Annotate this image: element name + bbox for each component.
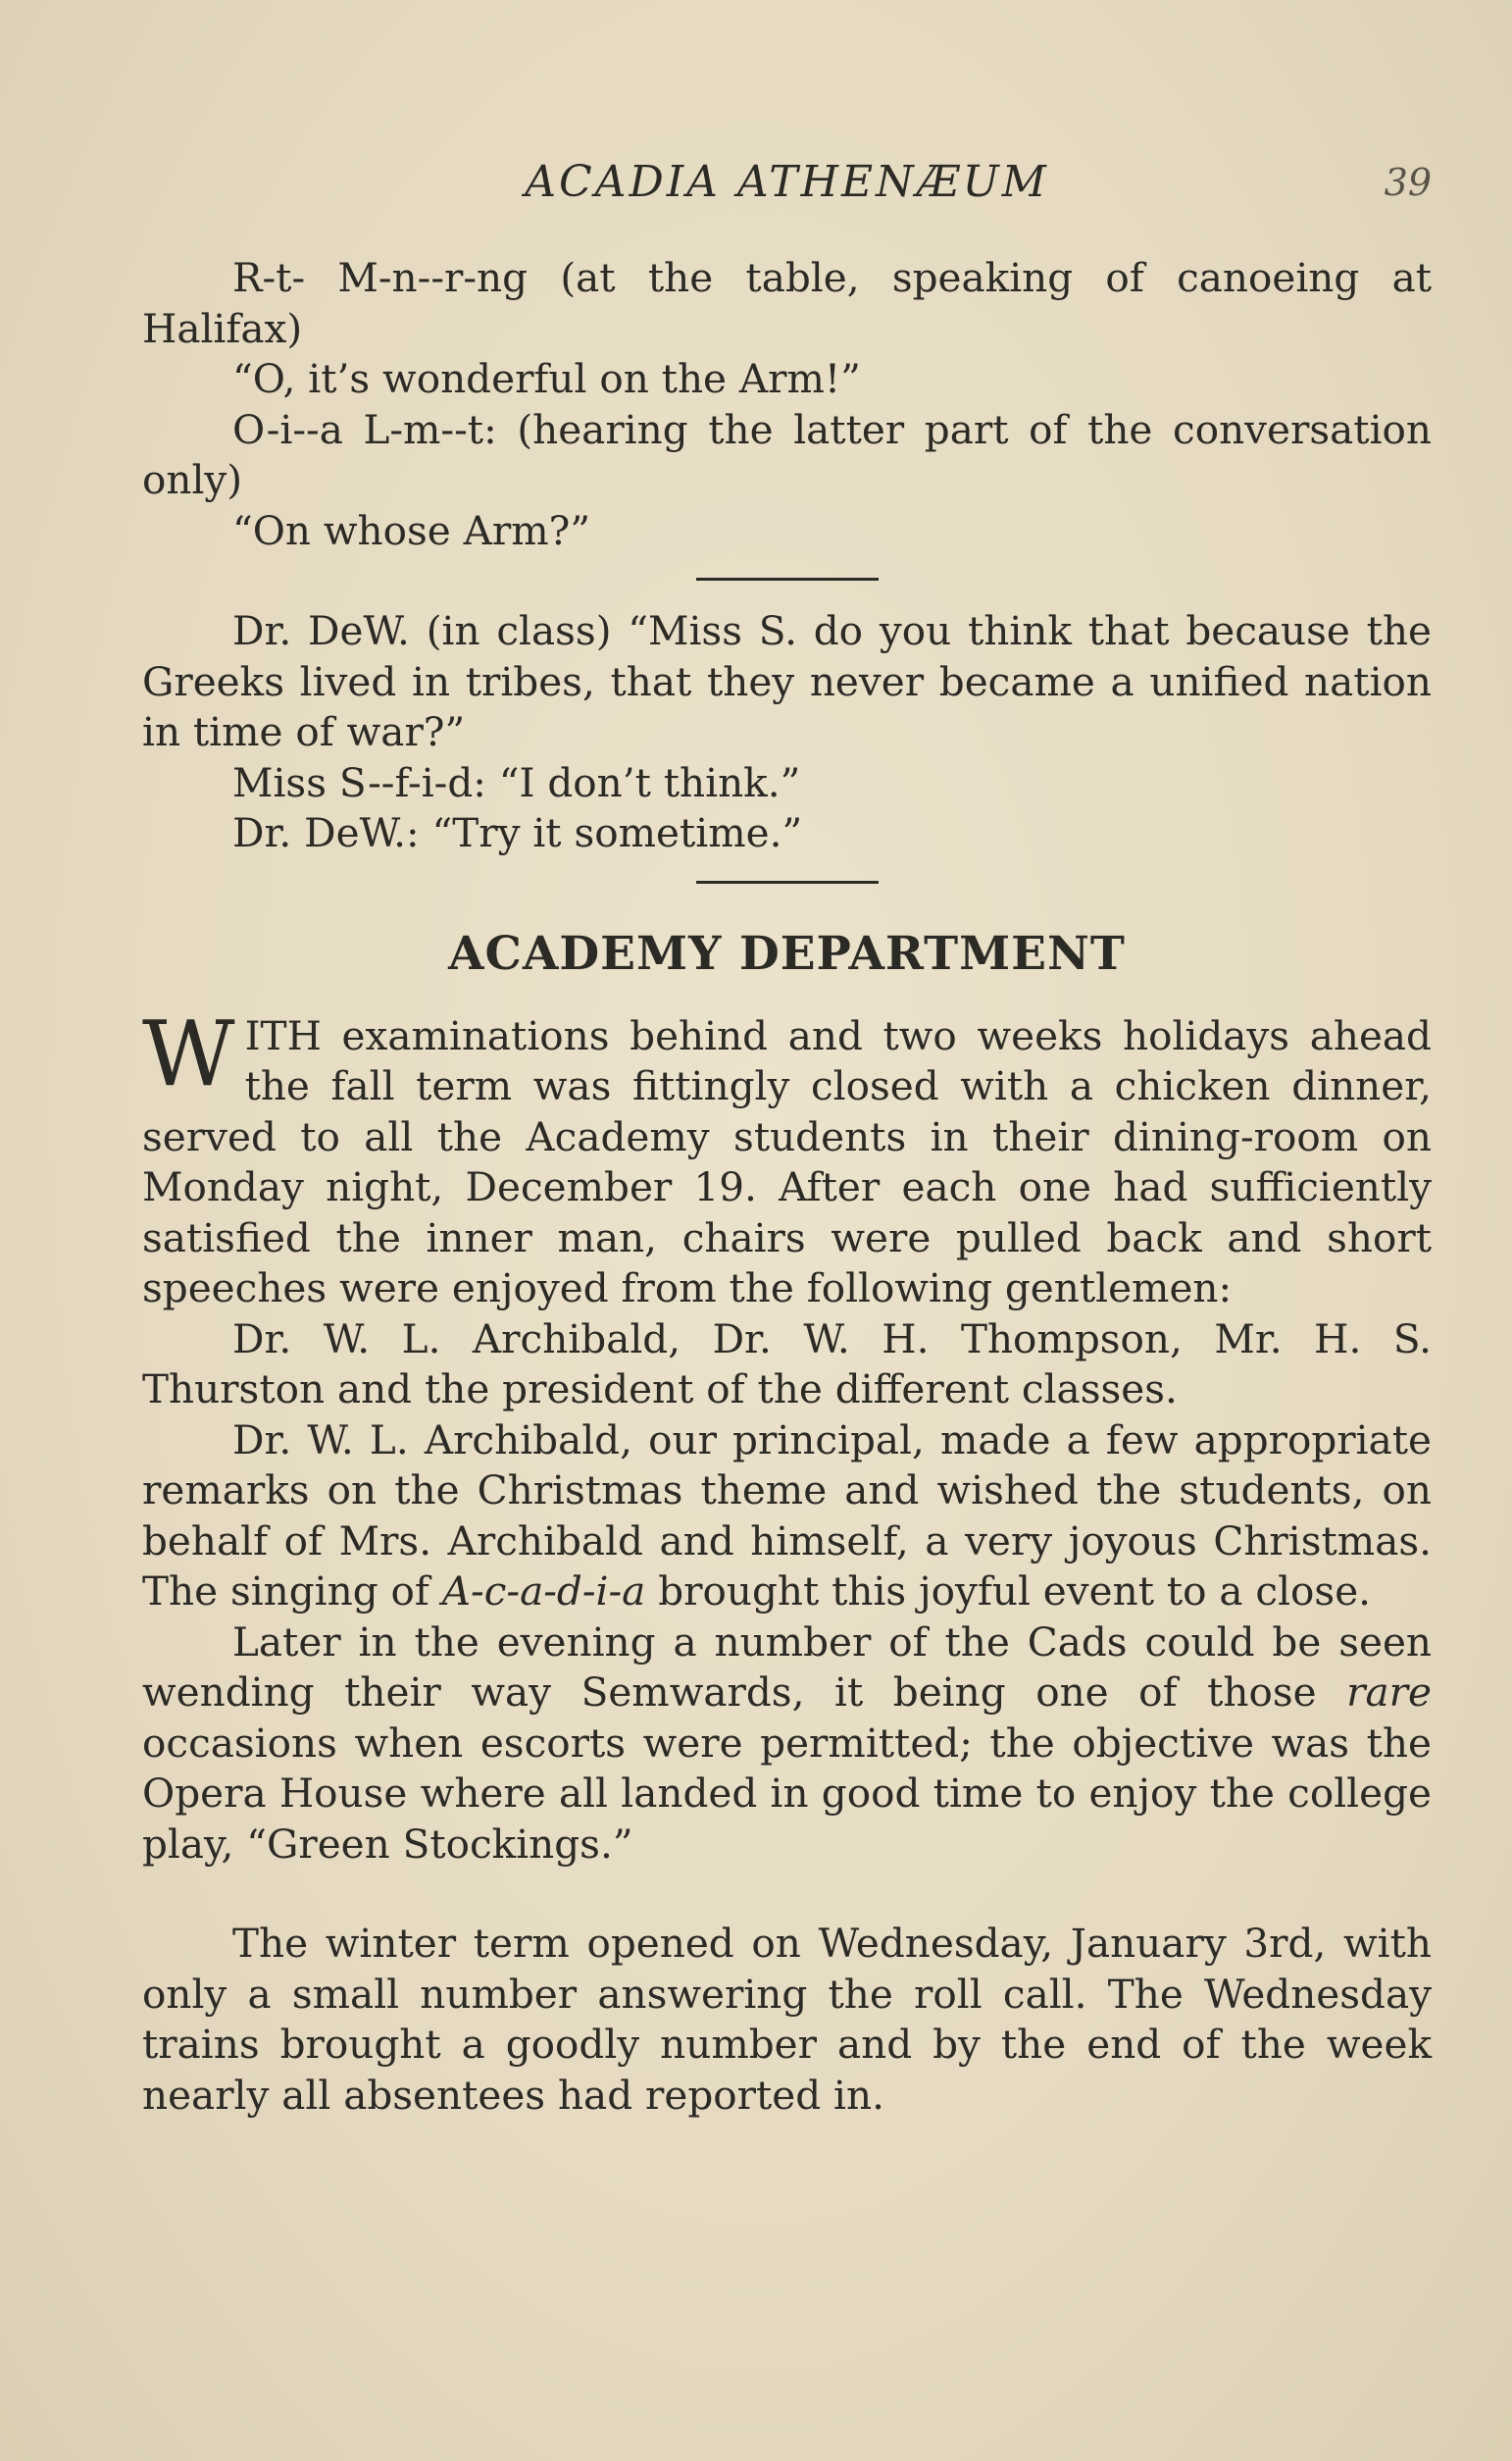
paragraph-gap xyxy=(142,1870,1432,1919)
paragraph-1-text: ITH examinations behind and two weeks holidays ahead the fall term was fittingly closed with a chicken dinner, served to all the Academy students in their dining-room on Monday night, December 19. After each one had sufficiently satisfied the inner man, chairs were pulled back and short speeches were enjoyed from the following gentlemen: xyxy=(142,1011,1432,1311)
joke-1-line-3: O-i--a L-m--t: (hearing the latter part of the conversation only) xyxy=(142,405,1432,503)
section-divider-1 xyxy=(696,578,879,581)
emphasis-rare: rare xyxy=(1346,1668,1433,1716)
paragraph-3 xyxy=(142,1415,1432,1617)
paragraph-4 xyxy=(142,1617,1432,1871)
joke-1 xyxy=(142,253,1432,556)
paragraph-3-text-b: brought this joyful event to a close. xyxy=(658,1567,1372,1615)
joke-2 xyxy=(142,606,1432,859)
joke-2-line-3: Dr. DeW.: “Try it sometime.” xyxy=(232,809,803,856)
section-divider-2 xyxy=(696,881,879,884)
joke-1-line-1: R-t- M-n--r-ng (at the table, speaking of canoeing at Halifax) xyxy=(142,254,1432,352)
drop-cap: W xyxy=(142,1000,235,1106)
running-title: ACADIA ATHENÆUM xyxy=(525,157,1049,207)
paragraph-3-text-a: Dr. W. L. Archibald, our principal, made a few appropriate remarks on the Christmas theme and wished the students, on behalf of Mrs. Archibald and himself, a very joyous Christmas. The singing of xyxy=(142,1415,1432,1615)
joke-2-line-1: Dr. DeW. (in class) “Miss S. do you think that because the Greeks lived in tribes, that they never became a unified nation in time of war?” xyxy=(142,607,1432,755)
joke-1-line-4: “On whose Arm?” xyxy=(232,506,591,554)
body-text xyxy=(142,253,1432,2121)
joke-1-line-2: “O, it’s wonderful on the Arm!” xyxy=(232,355,861,402)
paragraph-2: Dr. W. L. Archibald, Dr. W. H. Thompson, Mr. H. S. Thurston and the president of the different classes. xyxy=(142,1314,1432,1412)
joke-2-line-2: Miss S--f-i-d: “I don’t think.” xyxy=(232,758,801,806)
paragraph-4-text-b: occasions when escorts were permitted; the objective was the Opera House where all landed in good time to enjoy the college play, “Green Stockings.” xyxy=(142,1718,1432,1868)
paragraph-4-text-a: Later in the evening a number of the Cads could be seen wending their way Semwards, it being one of those xyxy=(142,1617,1432,1716)
paragraph-1 xyxy=(142,1000,1432,1314)
song-title: A-c-a-d-i-a xyxy=(441,1567,646,1615)
paragraph-5: The winter term opened on Wednesday, January 3rd, with only a small number answering the roll call. The Wednesday trains brought a goodly number and by the end of the week nearly all absentees had reported in. xyxy=(142,1920,1432,2119)
page-header xyxy=(142,157,1432,212)
page-number: 39 xyxy=(1384,161,1432,204)
section-title: ACADEMY DEPARTMENT xyxy=(448,926,1126,981)
